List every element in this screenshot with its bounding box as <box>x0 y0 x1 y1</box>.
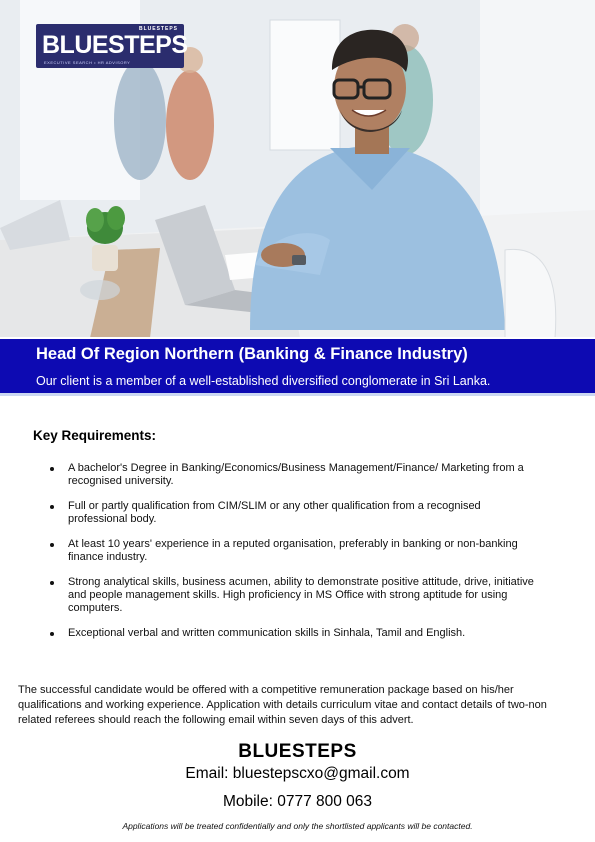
footer-note: Applications will be treated confidentially and only the shortlisted applicants will be contacted. <box>122 821 473 831</box>
contact-email: Email: bluestepscxo@gmail.com <box>185 765 410 782</box>
requirement-text: A bachelor's Degree in Banking/Economics/Business Management/Finance/ Marketing from a recognised university. <box>68 462 524 487</box>
job-subtitle: Our client is a member of a well-established diversified conglomerate in Sri Lanka. <box>36 374 491 388</box>
bluesteps-logo <box>36 24 188 68</box>
requirement-text: Exceptional verbal and written communication skills in Sinhala, Tamil and English. <box>68 627 466 639</box>
job-title: Head Of Region Northern (Banking & Finance Industry) <box>36 345 468 363</box>
bullet-icon <box>50 543 54 547</box>
title-band <box>0 337 595 396</box>
list-item <box>50 538 540 564</box>
list-item <box>50 462 540 488</box>
logo-tagline: EXECUTIVE SEARCH • HR ADVISORY <box>44 60 131 65</box>
closing-paragraph: The successful candidate would be offered with a competitive remuneration package based on his/her qualifications and working experience. Application with details curriculum vitae and contact details of two-non related referees should reach the following email within seven days of this advert. <box>18 684 547 726</box>
requirement-text: Strong analytical skills, business acumen, ability to demonstrate positive attitude, drive, initiative and people management skills. High proficiency in MS Office with strong aptitude for using computers. <box>68 576 534 614</box>
hero-photo <box>0 0 595 338</box>
requirement-text: Full or partly qualification from CIM/SLIM or any other qualification from a recognised professional body. <box>68 500 481 525</box>
list-item <box>50 576 540 615</box>
bullet-icon <box>50 632 54 636</box>
requirement-text: At least 10 years' experience in a reputed organisation, preferably in banking or non-banking finance industry. <box>68 538 518 563</box>
requirements-heading: Key Requirements: <box>33 428 157 443</box>
requirements-list <box>50 462 540 652</box>
contact-company: BLUESTEPS <box>238 741 357 762</box>
list-item <box>50 627 540 640</box>
logo-brand-text: BLUESTEPS <box>42 31 188 59</box>
contact-mobile: Mobile: 0777 800 063 <box>222 793 373 810</box>
list-item <box>50 500 540 526</box>
bullet-icon <box>50 581 54 585</box>
bullet-icon <box>50 505 54 509</box>
bullet-icon <box>50 467 54 471</box>
logo-small-text: BLUESTEPS <box>138 26 178 32</box>
